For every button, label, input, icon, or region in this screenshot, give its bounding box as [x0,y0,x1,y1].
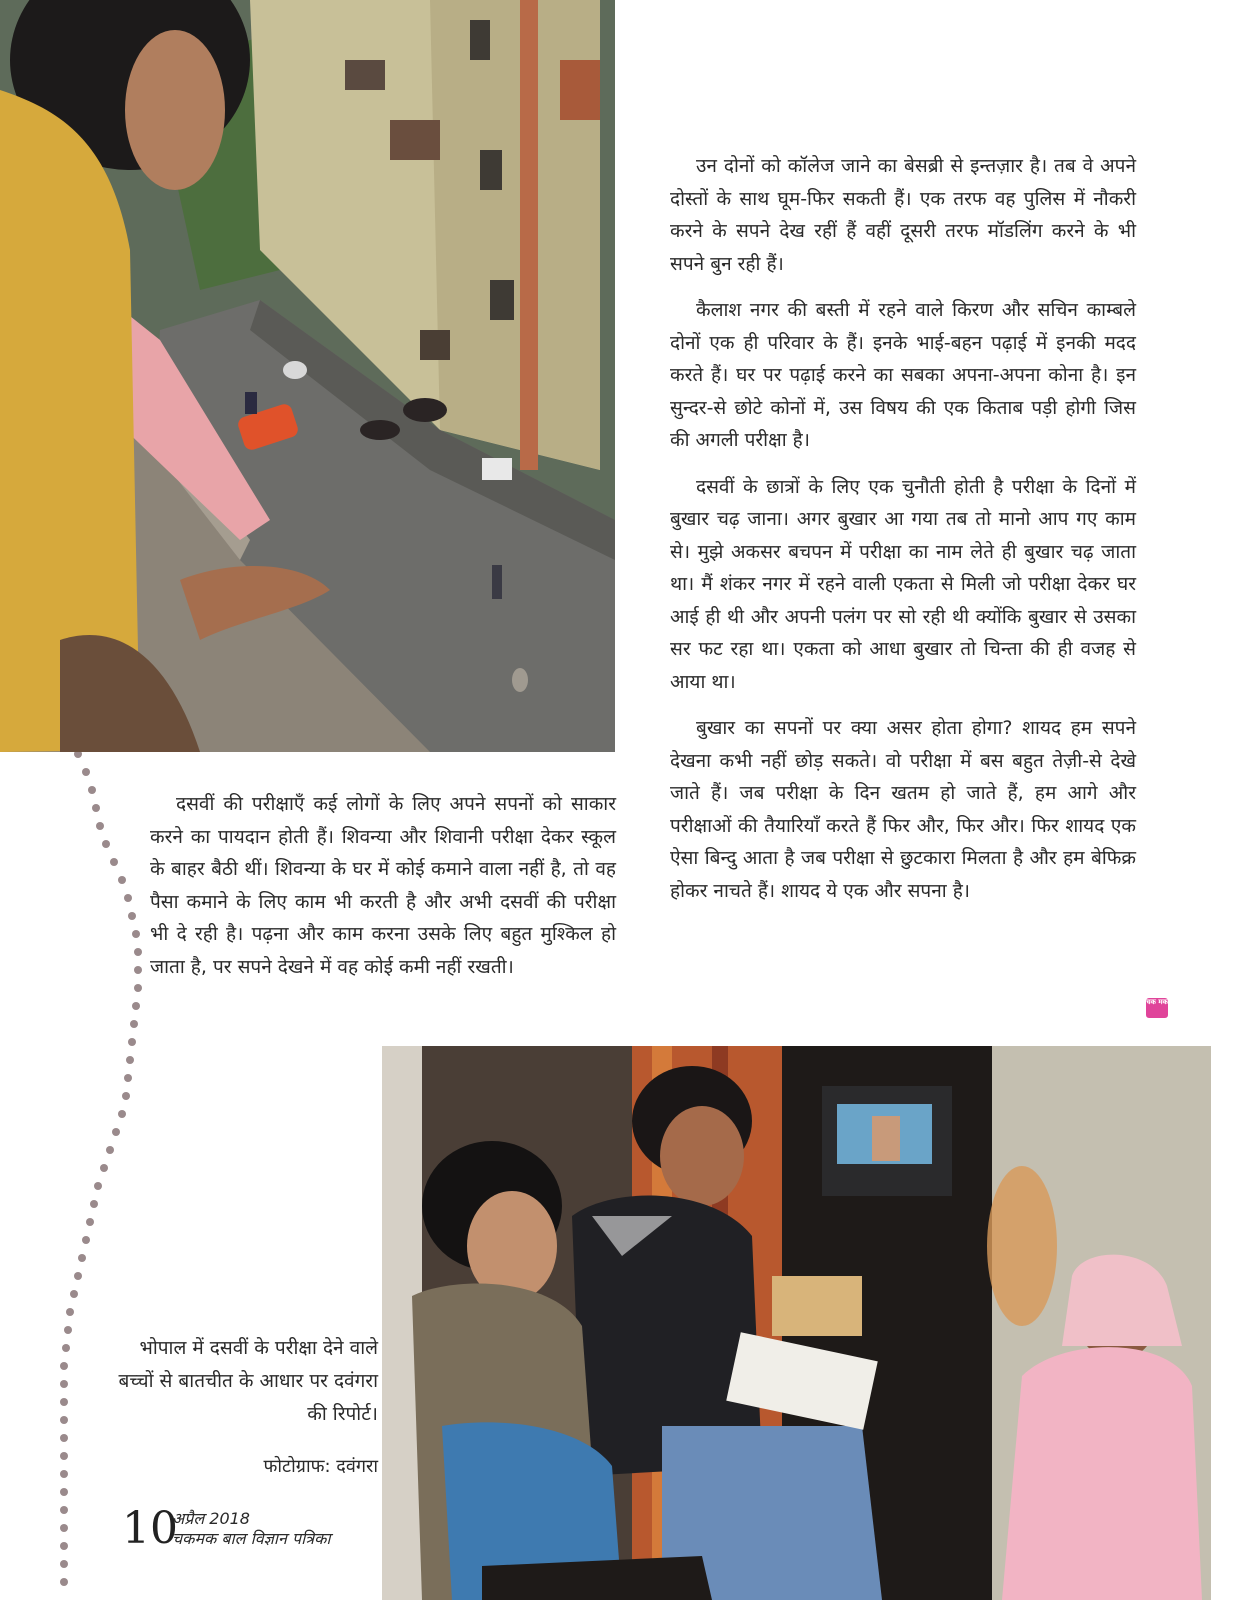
page-number: 10 [122,1503,178,1554]
photo-credit: फोटोग्राफ: दवंगरा [263,1456,378,1477]
chakmak-end-mark-logo: चक मक [1146,998,1168,1018]
magazine-name: चकमक बाल विज्ञान पत्रिका [172,1529,331,1548]
article-paragraph: दसवीं के छात्रों के लिए एक चुनौती होती है परीक्षा के दिनों में बुखार चढ़ जाना। अगर बुखार आ गया तब तो मानो आप गए काम से। मुझे अकसर बचपन में परीक्षा का नाम लेते ही बुखार चढ़ जाता था। मैं शंकर नगर में रहने वाली एकता से मिली जो परीक्षा देकर घर आई ही थी और अपनी पलंग पर सो रही थी क्योंकि बुखार से उसका सर फट रहा था। एकता को आधा बुखार तो चिन्ता की ही वजह से आया था। [670,475,1136,693]
article-paragraph: कैलाश नगर की बस्ती में रहने वाले किरण और सचिन काम्बले दोनों एक ही परिवार के हैं। इनके भाई-बहन पढ़ाई में इनकी मदद करते हैं। घर पर पढ़ाई करने का सबका अपना-अपना कोना है। इन सुन्दर-से छोटे कोनों में, उस विषय की एक किताब पड़ी होगी जिस की अगली परीक्षा है। [670,299,1136,451]
students-at-home-photo [382,1046,1211,1600]
article-paragraph: दसवीं की परीक्षाएँ कई लोगों के लिए अपने सपनों को साकार करने का पायदान होती हैं। शिवन्या और शिवानी परीक्षा देकर स्कूल के बाहर बैठी थीं। शिवन्या के घर में कोई कमाने वाला नहीं है, तो वह पैसा कमाने के लिए काम भी करती है और अभी दसवीं की परीक्षा भी दे रही है। पढ़ना और काम करना उसके लिए बहुत मुश्किल हो जाता है, पर सपने देखने में वह कोई कमी नहीं रखती। [150,793,616,978]
article-left-column [150,788,616,997]
street-balcony-photo [0,0,615,752]
article-paragraph: उन दोनों को कॉलेज जाने का बेसब्री से इन्तज़ार है। तब वे अपने दोस्तों के साथ घूम-फिर सकती हैं। एक तरफ वह पुलिस में नौकरी करने के सपने देख रहीं हैं वहीं दूसरी तरफ मॉडलिंग करने के भी सपने बुन रही हैं। [670,155,1136,275]
photo-caption: भोपाल में दसवीं के परीक्षा देने वाले बच्चों से बातचीत के आधार पर दवंगरा की रिपोर्ट। [118,1337,378,1425]
article-right-column [670,150,1136,921]
article-paragraph: बुखार का सपनों पर क्या असर होता होगा? शायद हम सपने देखना कभी नहीं छोड़ सकते। वो परीक्षा में बस बहुत तेज़ी-से देखे जाते हैं। जब परीक्षा के दिन खतम हो जाते हैं, हम आगे और परीक्षाओं की तैयारियाँ करते हैं फिर और, फिर और। फिर शायद एक ऐसा बिन्दु आता है जब परीक्षा से छुटकारा मिलता है और हम बेफिक्र होकर नाचते हैं। शायद ये एक और सपना है। [670,717,1136,902]
issue-date: अप्रैल 2018 [172,1509,250,1528]
